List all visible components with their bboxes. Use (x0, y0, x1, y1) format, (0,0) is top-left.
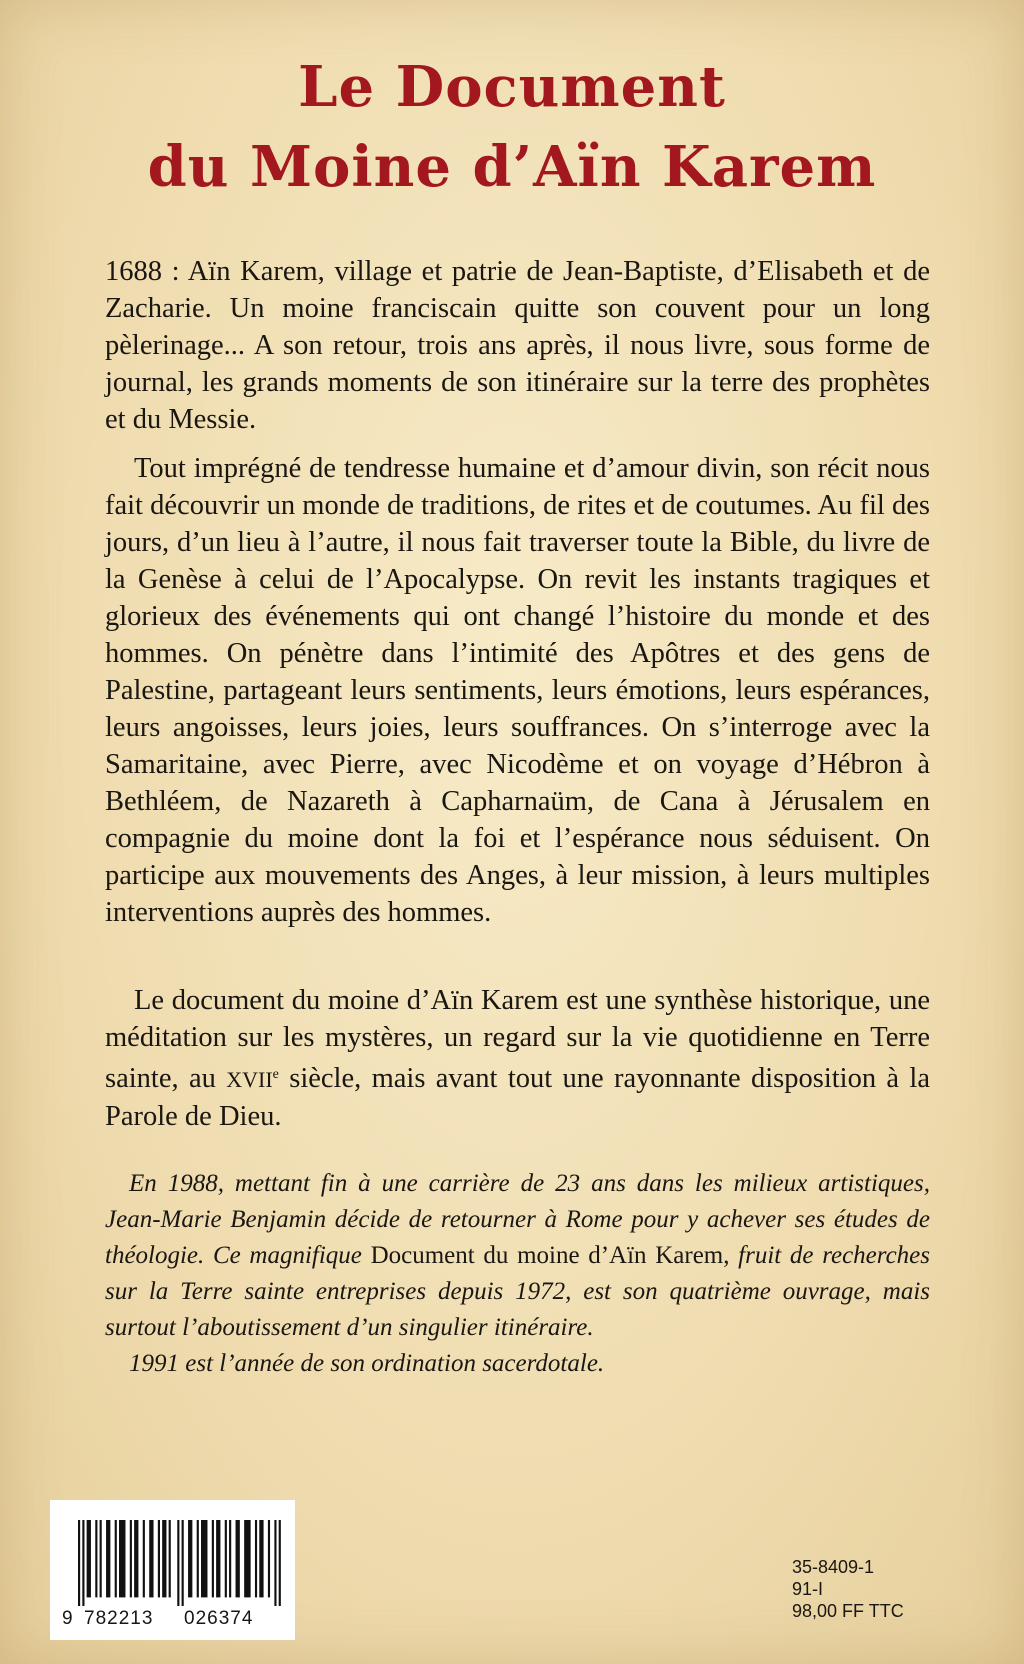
isbn-first-digit: 9 (62, 1608, 74, 1629)
century-roman-numeral: XVII (226, 1067, 273, 1092)
synopsis-paragraph-3 (105, 982, 930, 1135)
isbn-digits (62, 1608, 292, 1630)
synopsis-p3-text-a: Le document du moine d’Aïn Karem est une synthèse historique, une méditation sur les mystères, un regard sur la vie quotidienne en Terre sainte, au (105, 985, 930, 1094)
title-line-1: Le Document (298, 54, 726, 120)
bio-text-b: fruit de recherches sur la Terre sainte entreprises depuis 1972, est son quatrième ouvrage, mais surtout l’aboutissement d’un singulier itinéraire. (105, 1242, 931, 1341)
author-bio-paragraph (105, 1166, 930, 1346)
synopsis-paragraph-1: 1688 : Aïn Karem, village et patrie de Jean-Baptiste, d’Elisabeth et de Zacharie. Un moine franciscain quitte son couvent pour un long pèlerinage... A son retour, trois ans après, il nous livre, sous forme de journal, les grands moments de son itinéraire sur la terre des prophètes et du Messie. (105, 256, 930, 435)
century-superscript: e (272, 1067, 279, 1082)
barcode-label (50, 1500, 295, 1640)
price: 98,00 FF TTC (792, 1601, 904, 1621)
bio-book-title: Document du moine d’Aïn Karem, (370, 1242, 730, 1269)
title-line-2: du Moine d’Aïn Karem (147, 134, 877, 200)
edition-code: 91-I (792, 1579, 824, 1599)
isbn-barcode-icon (78, 1520, 283, 1606)
synopsis-p3-text-b: siècle, mais avant tout une rayonnante disposition à la Parole de Dieu. (105, 1063, 930, 1132)
bio-text-a: En 1988, mettant fin à une carrière de 23 ans dans les milieux artistiques, Jean-Marie Benjamin décide de retourner à Rome pour y achever ses études de théologie. Ce magnifique (105, 1170, 930, 1269)
isbn-group-2: 026374 (184, 1608, 254, 1629)
ordination-line: 1991 est l’année de son ordination sacerdotale. (129, 1350, 605, 1377)
reference-code: 35-8409-1 (792, 1557, 875, 1577)
isbn-group-1: 782213 (84, 1608, 154, 1629)
synopsis-paragraph-2: Tout imprégné de tendresse humaine et d’amour divin, son récit nous fait découvrir un monde de traditions, de rites et de coutumes. Au fil des jours, d’un lieu à l’autre, il nous fait traverser toute la Bible, du livre de la Genèse à celui de l’Apocalypse. On revit les instants tragiques et glorieux des événements qui ont changé l’histoire du monde et des hommes. On pénètre dans l’intimité des Apôtres et des gens de Palestine, partageant leurs sentiments, leurs émotions, leurs espérances, leurs angoisses, leurs joies, leurs souffrances. On s’interroge avec la Samaritaine, avec Pierre, avec Nicodème et on voyage d’Hébron à Bethléem, de Nazareth à Capharnaüm, de Cana à Jérusalem en compagnie du moine dont la foi et l’espérance nous séduisent. On participe aux mouvements des Anges, à leur mission, à leurs multiples interventions auprès des hommes. (105, 453, 930, 928)
publisher-codes (792, 1556, 932, 1622)
